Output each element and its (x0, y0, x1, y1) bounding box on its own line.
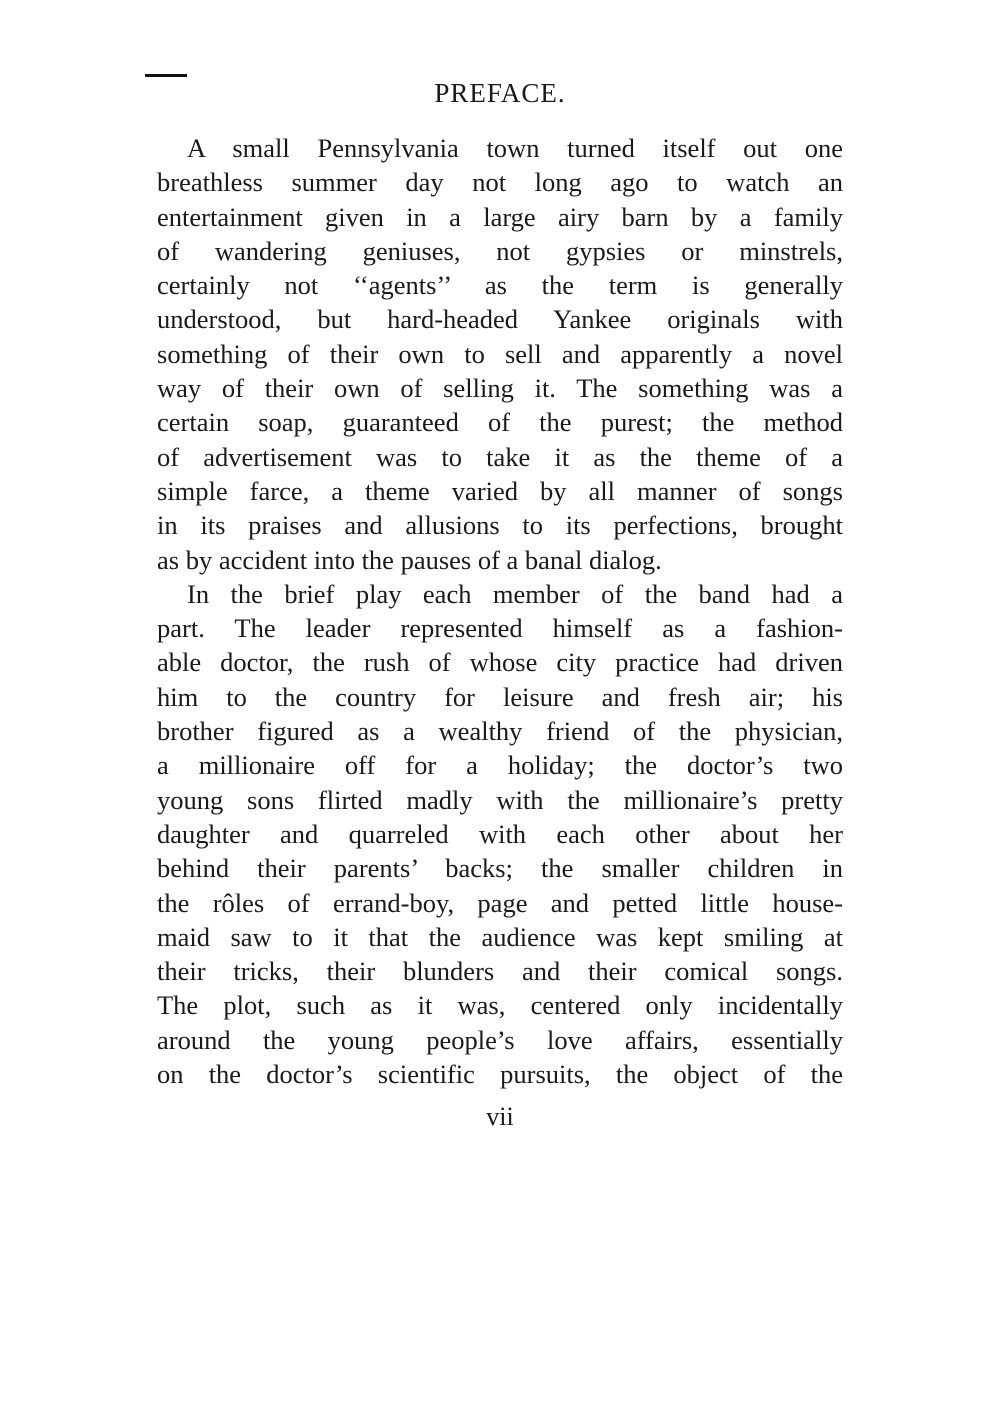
page-number: vii (486, 1102, 514, 1131)
text-line: as by accident into the pauses of a banal dialog. (157, 544, 662, 575)
text-line: understood, but hard-headed Yankee originals with (157, 304, 843, 335)
text-line: brother figured as a wealthy friend of the physician, (157, 716, 843, 747)
text-line: part. The leader represented himself as a fashion- (157, 613, 843, 644)
text-line: In the brief play each member of the band had a (187, 578, 843, 609)
text-line: certain soap, guaranteed of the purest; the method (157, 407, 843, 438)
text-line: of advertisement was to take it as the theme of a (157, 441, 843, 472)
text-line: daughter and quarreled with each other about her (157, 818, 843, 849)
text-line: their tricks, their blunders and their comical songs. (157, 956, 843, 987)
text-line: certainly not ‘‘agents’’ as the term is generally (157, 270, 843, 301)
text-line: something of their own to sell and apparently a novel (157, 338, 843, 369)
text-line: him to the country for leisure and fresh air; his (157, 681, 843, 712)
text-line: a millionaire off for a holiday; the doctor’s two (157, 750, 843, 781)
text-line: A small Pennsylvania town turned itself out one (187, 133, 843, 163)
text-line: young sons flirted madly with the millionaire’s pretty (157, 784, 843, 815)
text-line: entertainment given in a large airy barn by a family (157, 201, 843, 232)
text-line: way of their own of selling it. The something was a (157, 373, 843, 404)
text-line: The plot, such as it was, centered only incidentally (157, 990, 843, 1021)
text-line: behind their parents’ backs; the smaller children in (157, 853, 843, 884)
text-line: of wandering geniuses, not gypsies or minstrels, (157, 235, 843, 266)
text-line: able doctor, the rush of whose city practice had driven (157, 647, 843, 678)
text-line: the rôles of errand-boy, page and petted little house- (157, 887, 843, 918)
running-head: PREFACE. (434, 78, 566, 108)
text-line: around the young people’s love affairs, essentially (157, 1024, 843, 1055)
text-line: in its praises and allusions to its perfections, brought (157, 510, 843, 541)
text-line: maid saw to it that the audience was kept smiling at (157, 921, 843, 952)
text-line: breathless summer day not long ago to watch an (157, 167, 843, 198)
text-line: simple farce, a theme varied by all manner of songs (157, 475, 843, 506)
text-line: on the doctor’s scientific pursuits, the object of the (157, 1059, 843, 1090)
preface-body (157, 131, 843, 1091)
